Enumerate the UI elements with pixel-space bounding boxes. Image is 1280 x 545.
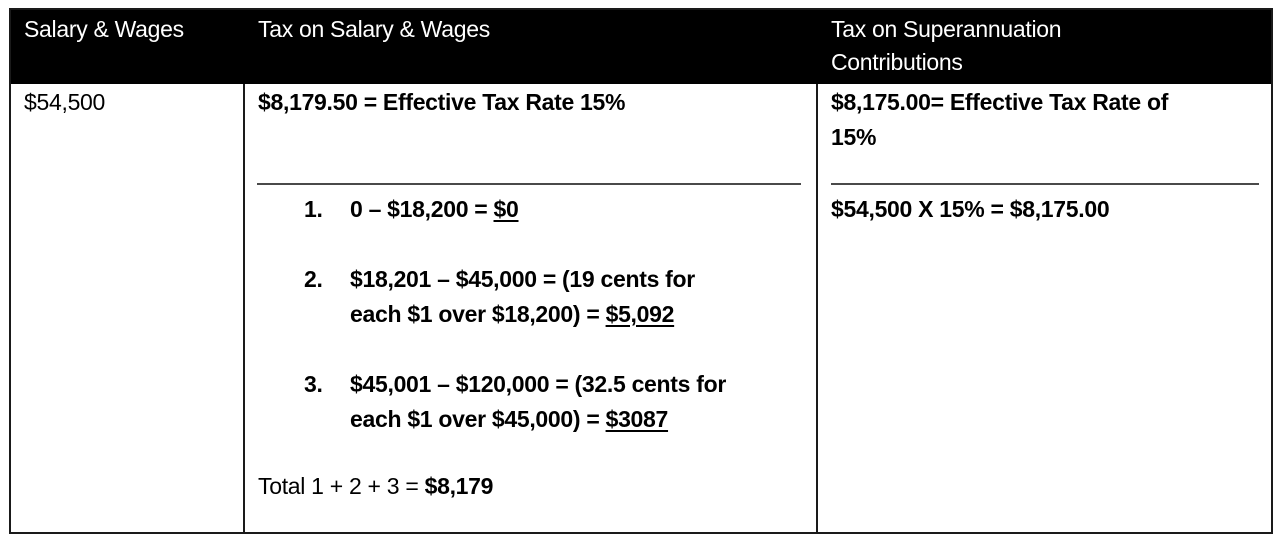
super-tax-summary-line1: $8,175.00= Effective Tax Rate of — [831, 89, 1169, 115]
bracket-description: each $1 over $18,200) = — [350, 301, 606, 327]
bracket-range: 0 – $18,200 = — [350, 196, 494, 222]
header-tax-on-salary: Tax on Salary & Wages — [258, 16, 490, 42]
bracket-tax-value: $5,092 — [605, 301, 675, 327]
bracket-range: $18,201 – $45,000 = (19 cents for — [350, 266, 695, 292]
salary-amount: $54,500 — [24, 89, 106, 115]
total-label: Total 1 + 2 + 3 = — [258, 473, 425, 499]
bracket-number: 2. — [304, 266, 323, 292]
bracket-range: $45,001 – $120,000 = (32.5 cents for — [350, 371, 727, 397]
header-salary-wages: Salary & Wages — [24, 16, 184, 42]
super-tax-calculation: $54,500 X 15% = $8,175.00 — [831, 196, 1110, 222]
bracket-tax-value: $3087 — [605, 406, 669, 432]
header-tax-on-super-line1: Tax on Superannuation — [831, 16, 1062, 42]
salary-tax-summary: $8,179.50 = Effective Tax Rate 15% — [258, 89, 626, 115]
super-tax-divider — [831, 183, 1259, 185]
bracket-number: 3. — [304, 371, 323, 397]
column-divider-2 — [816, 84, 818, 532]
salary-tax-divider — [257, 183, 801, 185]
bracket-number: 1. — [304, 196, 323, 222]
header-tax-on-super-line2: Contributions — [831, 49, 963, 75]
bracket-tax-value: $0 — [493, 196, 519, 222]
bracket-description: each $1 over $45,000) = — [350, 406, 606, 432]
total-value: $8,179 — [424, 473, 494, 499]
super-tax-summary-line2: 15% — [831, 124, 877, 150]
table-header-row — [11, 10, 1271, 84]
super-tax-summary — [831, 85, 1168, 155]
column-divider-1 — [243, 84, 245, 532]
tax-comparison-table — [9, 8, 1273, 534]
salary-tax-total — [258, 469, 493, 504]
header-tax-on-super — [831, 10, 1061, 80]
